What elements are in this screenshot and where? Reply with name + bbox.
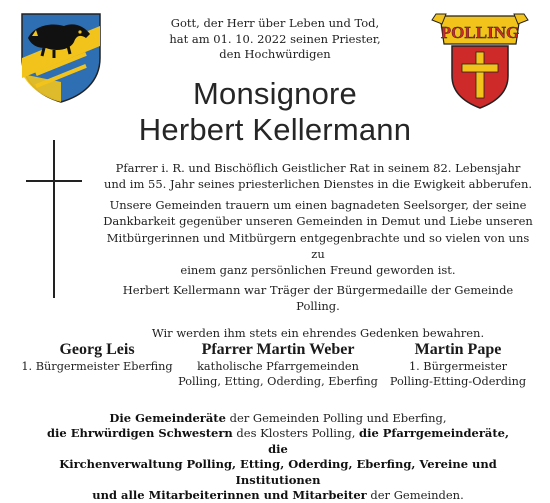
mourners-footer [40, 411, 516, 503]
intro-line: den Hochwürdigen [219, 47, 331, 61]
body-line: Mitbürgerinnen und Mitbürgern entgegenbrachte und so vielen von uns zu [106, 230, 530, 262]
body-paragraph [100, 282, 536, 315]
footer-line [40, 411, 516, 426]
body-line: und im 55. Jahr seines priesterlichen Dienstes in die Ewigkeit abberufen. [103, 177, 533, 192]
body-line: Herbert Kellermann war Träger der Bürgermedaille der Gemeinde Polling. [122, 282, 514, 314]
footer-line [40, 488, 516, 503]
footer-bold: Kirchenverwaltung Polling, Etting, Oderding, Eberfing, Vereine und Institutionen [59, 457, 497, 487]
body-line: Pfarrer i. R. und Bischöflich Geistlicher Rat in seinem 82. Lebensjahr [115, 161, 521, 175]
eberfing-coat-of-arms-icon [20, 12, 102, 104]
signatory-name: Martin Pape [414, 341, 502, 358]
cross-icon [24, 140, 84, 298]
signatory-role: Polling-Etting-Oderding [389, 374, 527, 388]
intro-text [148, 16, 402, 63]
signatories [18, 340, 538, 406]
intro-line: Gott, der Herr über Leben und Tod, [170, 16, 380, 30]
footer-text: des Klosters Polling, [232, 426, 360, 441]
signatory-name: Georg Leis [59, 341, 135, 358]
body-line: Wir werden ihm stets ein ehrendes Gedenken bewahren. [151, 325, 485, 340]
body-paragraph [100, 197, 536, 279]
intro-line: hat am 01. 10. 2022 seinen Priester, [169, 31, 381, 46]
signatory-martin-pape [378, 340, 538, 389]
signatory-georg-leis [18, 340, 176, 375]
signatory-role: 1. Bürgermeister [408, 360, 508, 373]
footer-text: der Gemeinden. [366, 488, 464, 503]
footer-bold: die Pfarrgemeinderäte, die [268, 426, 509, 456]
title-line: Monsignore [193, 76, 357, 111]
footer-line [40, 426, 516, 457]
deceased-name-title [100, 76, 450, 148]
signatory-role: 1. Bürgermeister Eberfing [21, 360, 173, 373]
body-paragraph [100, 325, 536, 341]
footer-bold: und alle Mitarbeiterinnen und Mitarbeiter [92, 488, 367, 503]
footer-bold: die Ehrwürdigen Schwestern [46, 426, 233, 441]
signatory-name: Pfarrer Martin Weber [201, 341, 355, 358]
title-line: Herbert Kellermann [138, 112, 412, 147]
signatory-role: Polling, Etting, Oderding, Eberfing [178, 374, 378, 388]
polling-banner-text: POLLING [440, 23, 520, 42]
body-line: Unsere Gemeinden trauern um einen bagnadeten Seelsorger, der seine [109, 197, 527, 212]
body-line: Dankbarkeit gegenüber unseren Gemeinden in Demut und Liebe unseren [103, 214, 533, 229]
signatory-role: katholische Pfarrgemeinden [197, 360, 359, 373]
signatory-martin-weber [172, 340, 384, 389]
footer-text: der Gemeinden Polling und Eberfing, [225, 411, 447, 425]
footer-bold: Die Gemeinderäte [109, 411, 226, 425]
obituary-body [100, 160, 536, 343]
body-line: einem ganz persönlichen Freund geworden ist. [180, 263, 456, 278]
footer-line [40, 457, 516, 488]
body-paragraph [100, 160, 536, 193]
